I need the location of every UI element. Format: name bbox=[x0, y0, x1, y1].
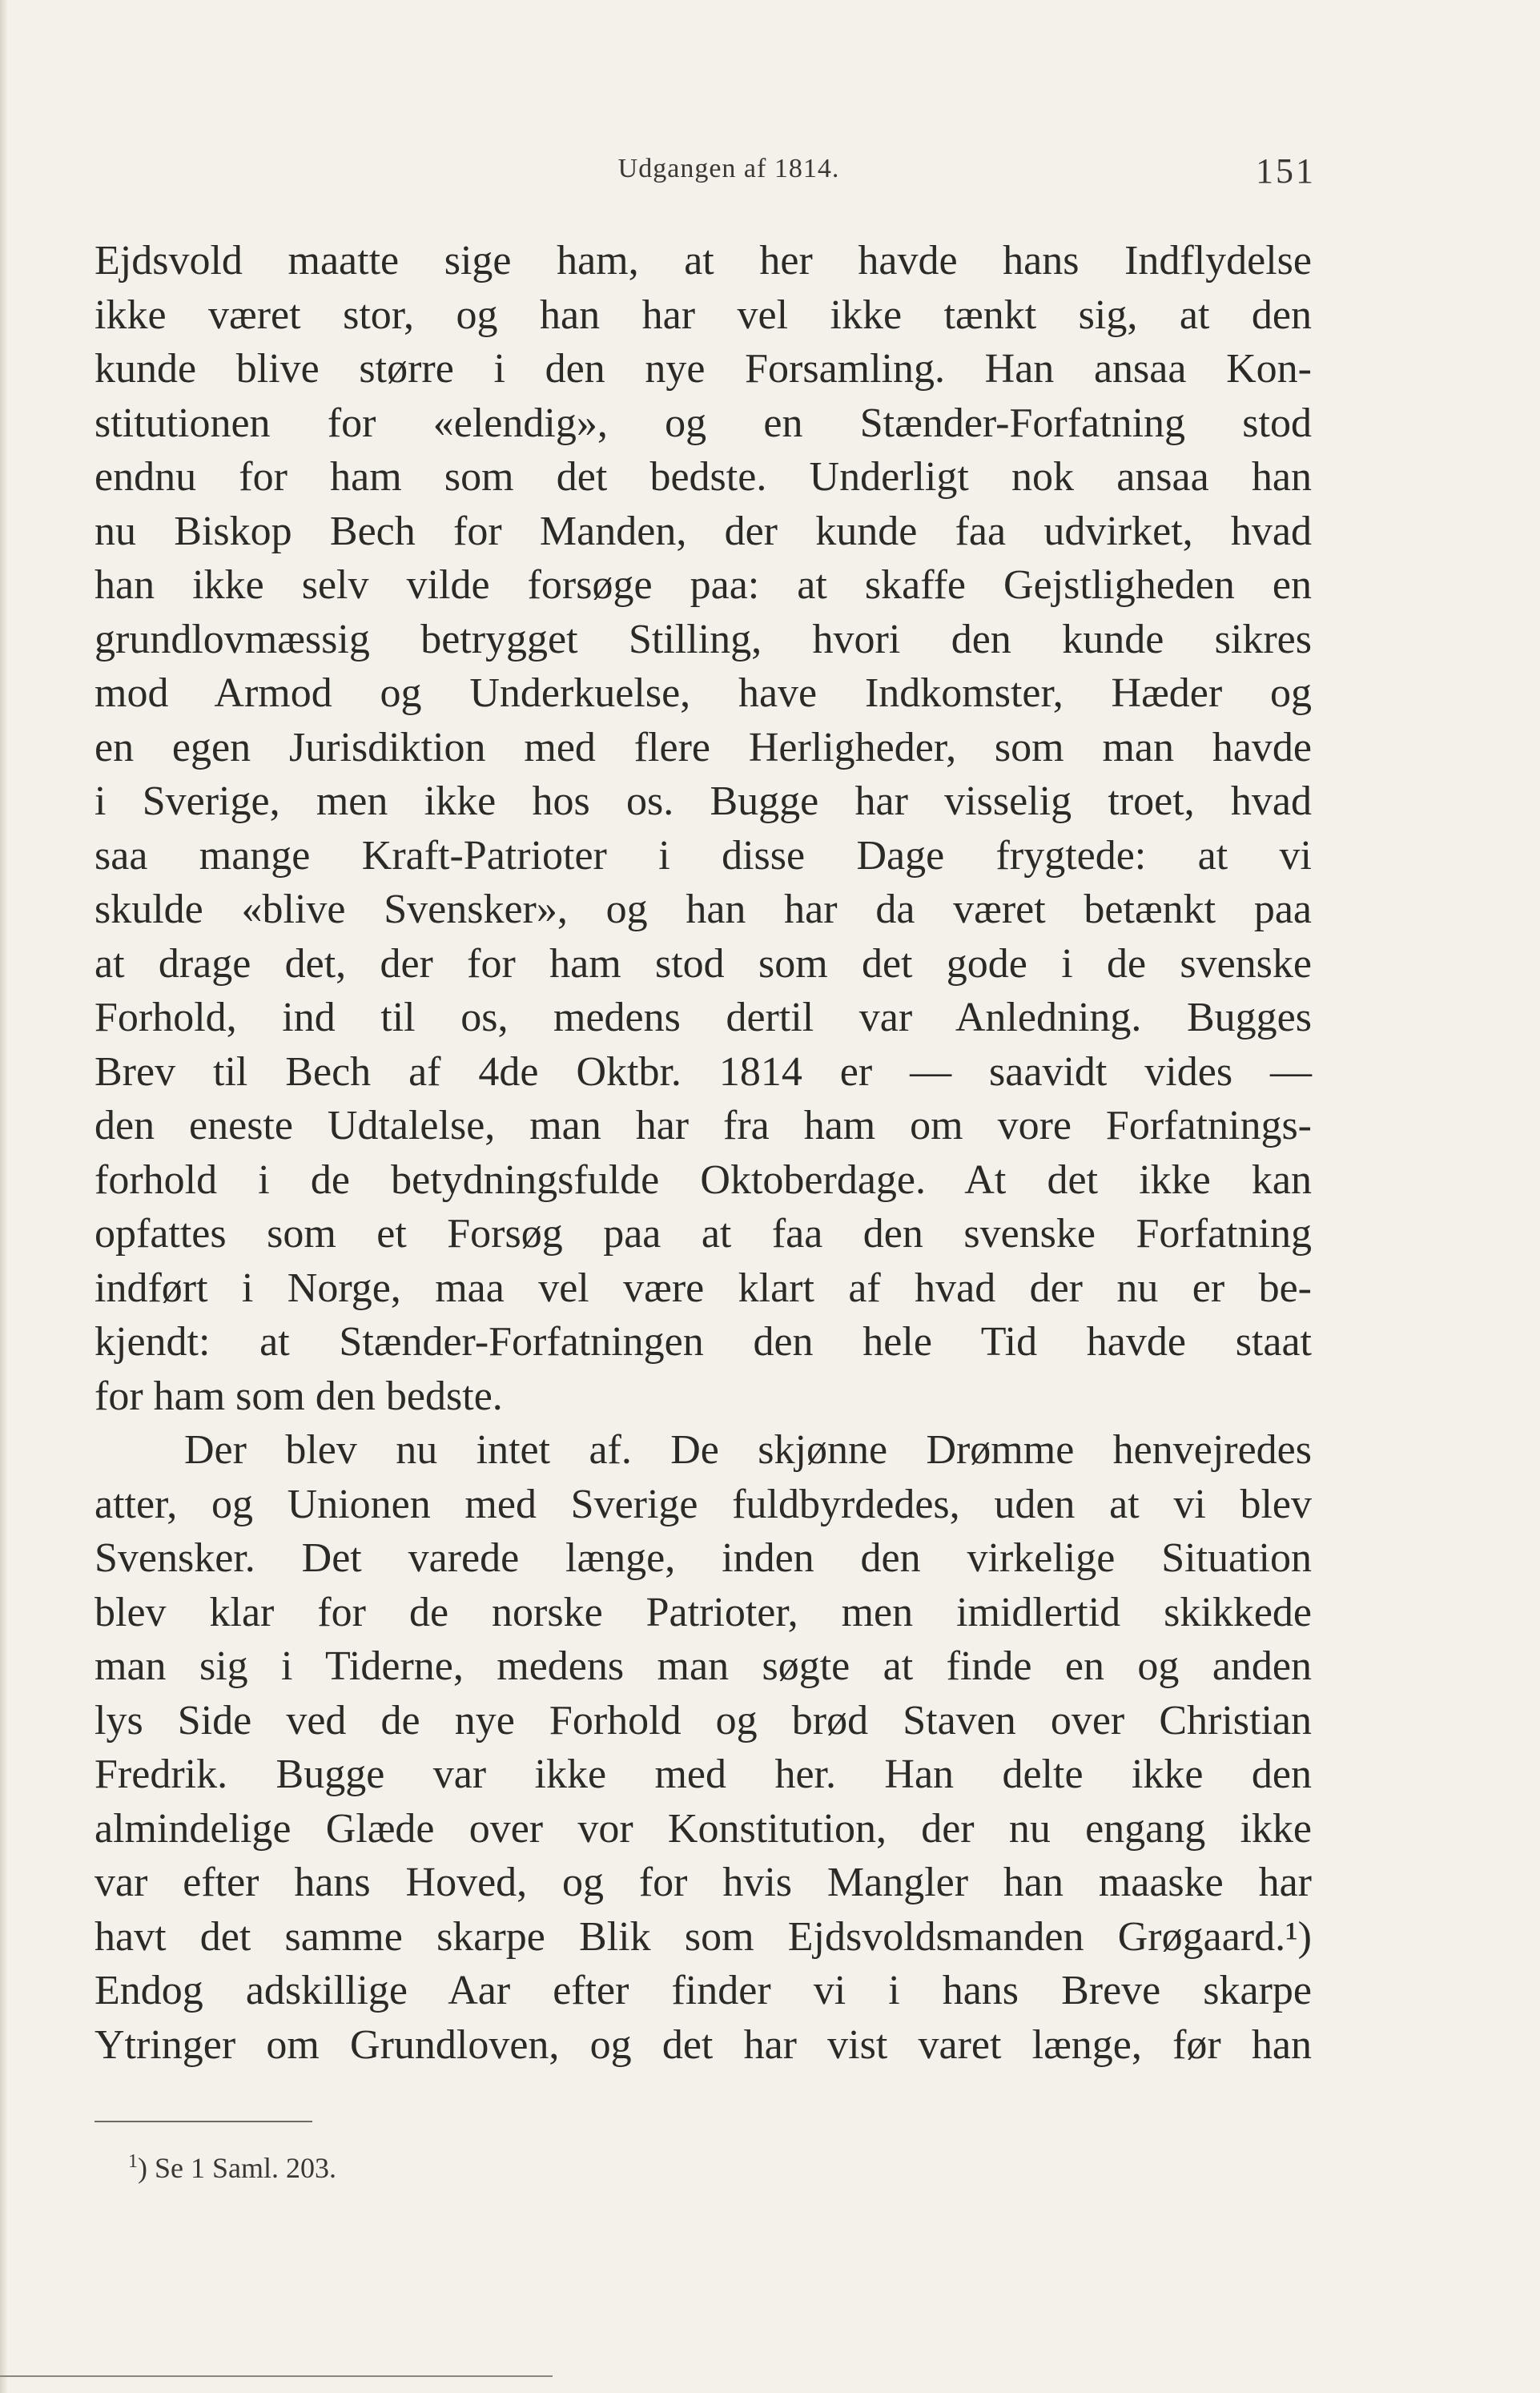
text-line: almindelige Glæde over vor Konstitution, der nu engang ikke bbox=[94, 1805, 1312, 1852]
text-line: den eneste Udtalelse, man har fra ham om vore Forfatnings- bbox=[94, 1103, 1312, 1148]
footnote-marker: 1 bbox=[128, 2151, 138, 2172]
text-line: Fredrik. Bugge var ikke med her. Han delte ikke den bbox=[94, 1752, 1312, 1797]
text-line: Der blev nu intet af. De skjønne Drømme henvejredes bbox=[184, 1427, 1312, 1473]
text-line: stitutionen for «elendig», og en Stænder-Forfatning stod bbox=[94, 400, 1312, 446]
text-line: kjendt: at Stænder-Forfatningen den hele Tid havde staat bbox=[94, 1319, 1312, 1365]
running-header: Udgangen af 1814. bbox=[617, 154, 840, 183]
text-line: saa mange Kraft-Patrioter i disse Dage frygtede: at vi bbox=[94, 832, 1312, 879]
text-line: forhold i de betydningsfulde Oktoberdage. At det ikke kan bbox=[94, 1156, 1312, 1203]
text-line: Ytringer om Grundloven, og det har vist varet længe, før han bbox=[94, 2021, 1312, 2068]
footnote-text: ) Se 1 Saml. 203. bbox=[138, 2152, 336, 2184]
footnote bbox=[128, 2151, 336, 2185]
bottom-edge-line bbox=[0, 2375, 553, 2377]
text-line: Svensker. Det varede længe, inden den virkelige Situation bbox=[94, 1535, 1312, 1581]
text-line: lys Side ved de nye Forhold og brød Staven over Christian bbox=[94, 1697, 1312, 1743]
text-line: i Sverige, men ikke hos os. Bugge har visselig troet, hvad bbox=[94, 778, 1312, 824]
text-line: skulde «blive Svensker», og han har da været betænkt paa bbox=[94, 887, 1312, 932]
text-line: kunde blive større i den nye Forsamling. Han ansaa Kon- bbox=[94, 346, 1312, 392]
text-line: Endog adskillige Aar efter finder vi i hans Breve skarpe bbox=[94, 1968, 1312, 2013]
text-line: endnu for ham som det bedste. Underligt nok ansaa han bbox=[94, 454, 1312, 500]
page-number: 151 bbox=[1256, 151, 1316, 191]
text-line: havt det samme skarpe Blik som Ejdsvoldsmanden Grøgaard.¹) bbox=[94, 1913, 1312, 1960]
text-line: mod Armod og Underkuelse, have Indkomster, Hæder og bbox=[94, 670, 1312, 716]
text-line: blev klar for de norske Patrioter, men imidlertid skikkede bbox=[94, 1589, 1312, 1635]
text-line: at drage det, der for ham stod som det gode i de svenske bbox=[94, 940, 1312, 987]
text-line: var efter hans Hoved, og for hvis Mangler han maaske har bbox=[94, 1860, 1312, 1905]
text-line: en egen Jurisdiktion med flere Herligheder, som man havde bbox=[94, 724, 1312, 770]
footnote-divider bbox=[94, 2121, 312, 2122]
text-line: ikke været stor, og han har vel ikke tænkt sig, at den bbox=[94, 292, 1312, 338]
text-line: atter, og Unionen med Sverige fuldbyrdedes, uden at vi blev bbox=[94, 1481, 1312, 1527]
page-spine-shadow bbox=[0, 0, 8, 2393]
text-line: Brev til Bech af 4de Oktbr. 1814 er — saavidt vides — bbox=[94, 1048, 1312, 1095]
text-line: indført i Norge, maa vel være klart af hvad der nu er be- bbox=[94, 1265, 1312, 1311]
text-line: Ejdsvold maatte sige ham, at her havde hans Indflydelse bbox=[94, 238, 1312, 284]
text-line: grundlovmæssig betrygget Stilling, hvori den kunde sikres bbox=[94, 616, 1312, 662]
text-line: nu Biskop Bech for Manden, der kunde faa udvirket, hvad bbox=[94, 508, 1312, 554]
text-line: opfattes som et Forsøg paa at faa den svenske Forfatning bbox=[94, 1211, 1312, 1257]
text-line: man sig i Tiderne, medens man søgte at finde en og anden bbox=[94, 1643, 1312, 1689]
text-line: for ham som den bedste. bbox=[94, 1373, 503, 1419]
text-line: han ikke selv vilde forsøge paa: at skaffe Gejstligheden en bbox=[94, 562, 1312, 608]
text-line: Forhold, ind til os, medens dertil var Anledning. Bugges bbox=[94, 995, 1312, 1040]
body-text bbox=[94, 234, 1312, 2072]
